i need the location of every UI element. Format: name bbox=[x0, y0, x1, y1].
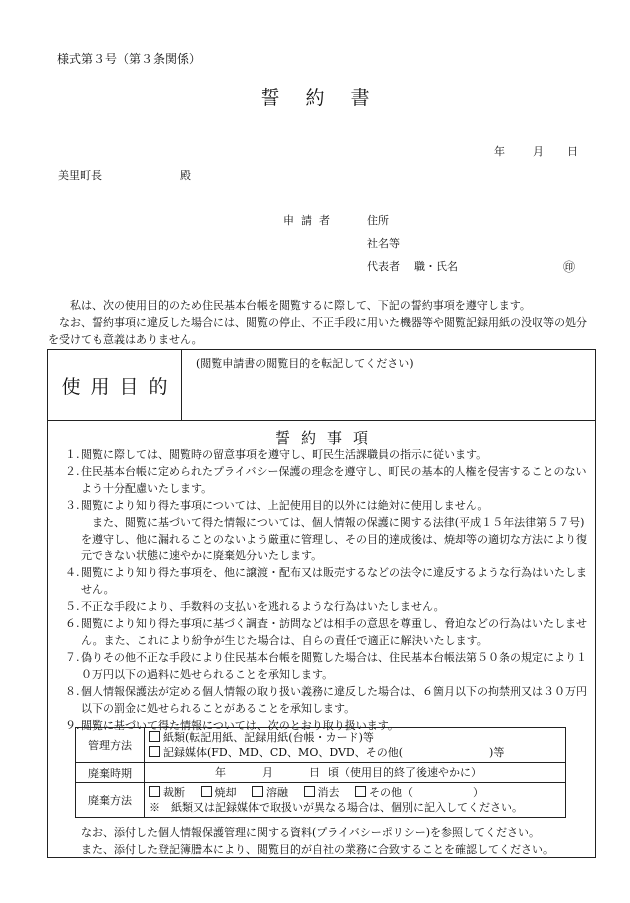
media-checkbox[interactable] bbox=[149, 746, 160, 757]
media-option-close: )等 bbox=[489, 746, 505, 759]
pledge-item-7: ７. 偽りその他不正な手段により住民基本台帳を閲覧した場合は、住民基本台帳法第５０条の規定により１０万円以下の過料に処せられることを承知します。 bbox=[65, 650, 587, 681]
page-title: 誓約書 bbox=[260, 87, 396, 109]
seal-mark: ㊞ bbox=[563, 260, 576, 274]
position-name-label: 職・氏名 bbox=[414, 260, 458, 273]
pledge-item-9: ９. 閲覧に基づいて得た情報については、次のとおり取り扱います。 bbox=[65, 718, 399, 732]
erase-checkbox[interactable] bbox=[304, 786, 315, 797]
disposal-month: 月 bbox=[262, 766, 273, 779]
footer-line-1: なお、添付した個人情報保護管理に関する資料(プライバシーポリシー)を参照してください。 bbox=[81, 826, 541, 839]
disposal-time-row bbox=[76, 763, 565, 783]
shred-checkbox[interactable] bbox=[149, 786, 160, 797]
disposal-year: 年 bbox=[215, 766, 226, 779]
other-method-close: ） bbox=[473, 786, 484, 799]
other-method-option: その他（ bbox=[369, 786, 413, 799]
management-row bbox=[76, 728, 565, 763]
media-option: 記録媒体(FD、MD、CD、MO、DVD、その他( bbox=[163, 746, 404, 759]
disposal-time-label: 廃棄時期 bbox=[76, 763, 145, 782]
pledge-item-4: ４. 閲覧により知り得た事項を、他に譲渡・配布又は販売するなどの法令に違反するような行為はいたしません。 bbox=[65, 566, 587, 597]
company-label: 社名等 bbox=[367, 237, 400, 250]
pledge-form-box bbox=[47, 349, 596, 858]
melt-checkbox[interactable] bbox=[252, 786, 263, 797]
disposal-time-text: 頃（使用目的終了後速やかに） bbox=[328, 766, 482, 779]
pledge-item-8: ８. 個人情報保護法が定める個人情報の取り扱い義務に違反した場合は、６箇月以下の拘禁刑又は３０万円以下の罰金に処せられることがあることを承知します。 bbox=[65, 684, 587, 715]
date-day-label: 日 bbox=[567, 145, 578, 158]
burn-option: 焼却 bbox=[214, 786, 237, 799]
burn-checkbox[interactable] bbox=[201, 786, 212, 797]
pledge-item-6: ６. 閲覧により知り得た事項に基づく調査・訪問などは相手の意思を尊重し、脅迫などの行為はいたしません。また、これにより紛争が生じた場合は、自らの責任で適正に解決いたします。 bbox=[65, 617, 587, 647]
date-month-label: 月 bbox=[533, 145, 544, 158]
pledge-item-5: ５. 不正な手段により、手数料の支払いを逃れるような行為はいたしません。 bbox=[65, 600, 445, 614]
disposal-method-label: 廃棄方法 bbox=[76, 783, 145, 817]
other-method-checkbox[interactable] bbox=[355, 786, 366, 797]
handling-table bbox=[75, 727, 566, 818]
date-year-label: 年 bbox=[494, 145, 505, 158]
shred-option: 裁断 bbox=[163, 786, 185, 799]
intro-line-2: なお、誓約事項に違反した場合には、閲覧の停止、不正手段に用いた機器等や閲覧記録用紙の没収等の処分を受けても意義はありません。 bbox=[48, 316, 587, 346]
method-note: ※ 紙類又は記録媒体で取扱いが異なる場合は、個別に記入してください。 bbox=[149, 801, 523, 814]
applicant-label: 申請者 bbox=[283, 214, 337, 227]
addressee: 美里町長 bbox=[58, 169, 102, 182]
purpose-note: (閲覧申請書の閲覧目的を転記してください) bbox=[196, 357, 414, 370]
purpose-row bbox=[48, 350, 595, 421]
intro-line-1: 私は、次の使用目的のため住民基本台帳を閲覧するに際して、下記の誓約事項を遵守します。 bbox=[70, 299, 531, 312]
honorific: 殿 bbox=[180, 169, 191, 182]
form-number: 様式第３号（第３条関係） bbox=[57, 52, 202, 66]
pledge-items bbox=[65, 447, 590, 734]
management-label: 管理方法 bbox=[76, 728, 145, 762]
representative-label: 代表者 bbox=[367, 260, 400, 273]
pledge-item-1: １. 閲覧に際しては、閲覧時の留意事項を遵守し、町民生活課職員の指示に従います。 bbox=[65, 448, 488, 461]
pledge-item-2: ２. 住民基本台帳に定められたプライバシー保護の理念を遵守し、町民の基本的人権を侵害することのないよう十分配慮いたします。 bbox=[65, 464, 587, 495]
pledge-item-3: ３. 閲覧により知り得た事項については、上記使用目的以外には絶対に使用しません。 bbox=[65, 498, 489, 512]
erase-option: 消去 bbox=[317, 786, 340, 799]
disposal-day: 日 bbox=[309, 766, 320, 779]
footer-line-2: また、添付した登記簿謄本により、閲覧目的が自社の業務に合致することを確認してください。 bbox=[81, 843, 554, 856]
melt-option: 溶融 bbox=[266, 786, 288, 799]
paper-checkbox[interactable] bbox=[149, 731, 160, 742]
paper-option: 紙類(転記用紙、記録用紙(台帳・カード)等 bbox=[163, 731, 374, 744]
pledge-item-3-continued: また、閲覧に基づいて得た情報については、個人情報の保護に関する法律(平成１５年法律第５７号)を遵守し、他に漏れることのないよう厳重に管理し、その目的達成後は、焼却等の適切な方法により復元できない状態に速やかに廃棄処分いたします。 bbox=[81, 515, 587, 563]
disposal-method-row bbox=[76, 783, 565, 817]
purpose-label: 使用目的 bbox=[48, 350, 182, 420]
address-label: 住所 bbox=[367, 214, 389, 227]
pledge-title: 誓約事項 bbox=[274, 429, 379, 447]
